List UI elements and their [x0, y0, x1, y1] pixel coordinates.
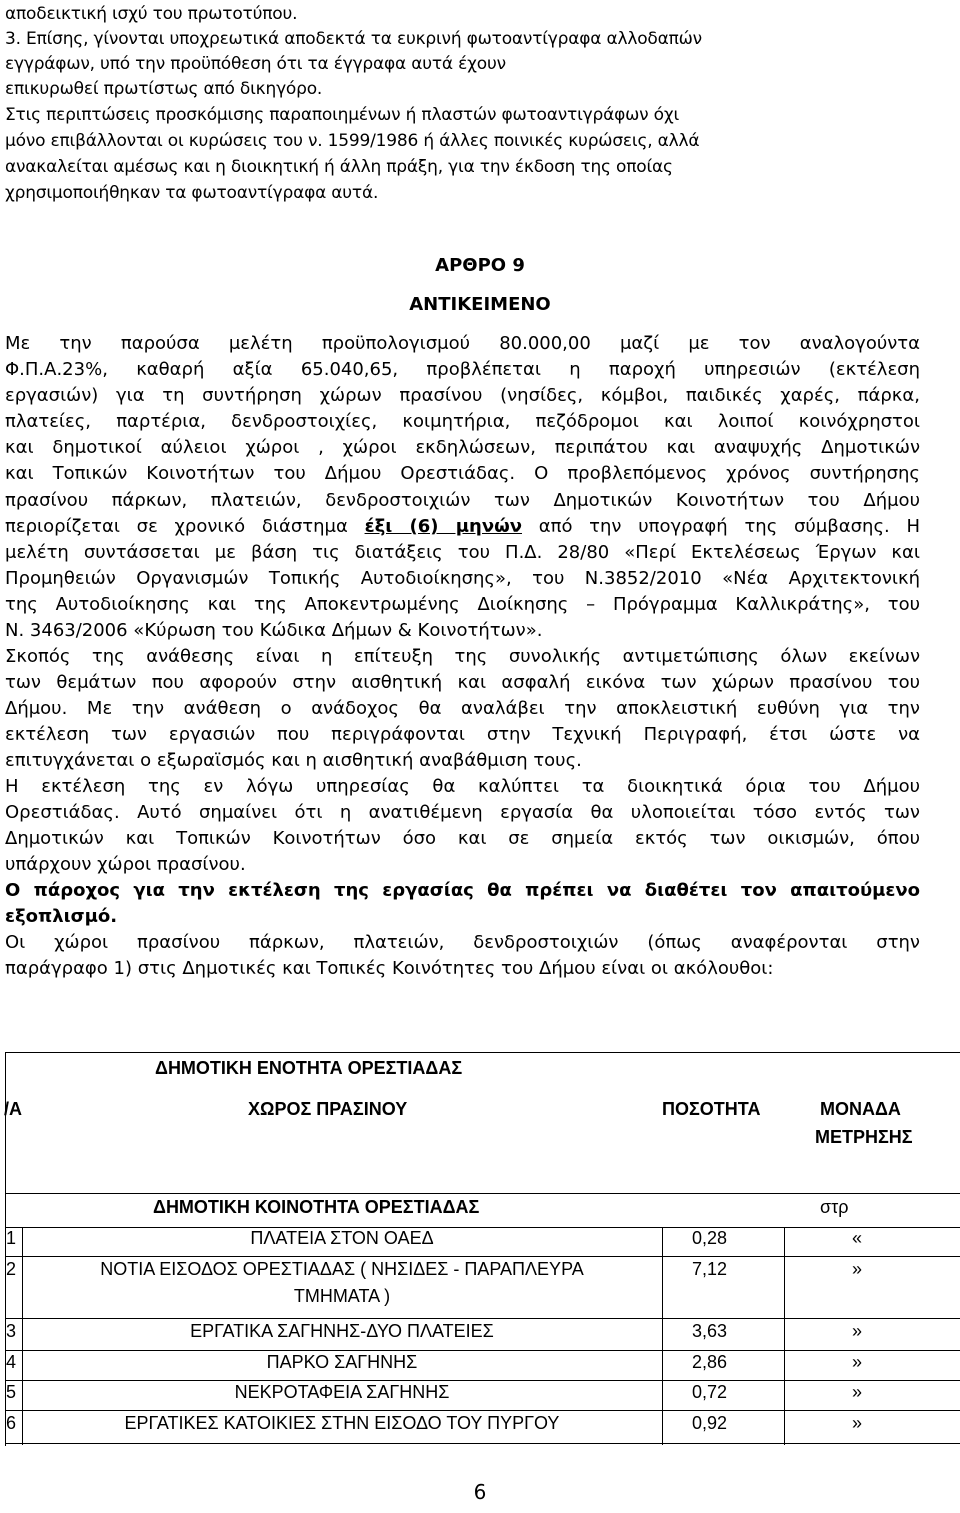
- text-line: εγγράφων, υπό την προϋπόθεση ότι τα έγγραφα αυτά έχουν: [5, 54, 506, 74]
- row-place: ΠΑΡΚΟ ΣΑΓΗΝΗΣ: [266, 1352, 418, 1372]
- body-line: και Τοπικών Κοινοτήτων του Δήμου Ορεστιάδας. Ο προβλεπόμενος χρόνος συντήρησης: [5, 463, 920, 484]
- text-line: 3. Επίσης, γίνονται υποχρεωτικά αποδεκτά τα ευκρινή φωτοαντίγραφα αλλοδαπών: [5, 29, 702, 49]
- body-line: των θεμάτων που αφορούν στην αισθητική και ασφαλή εικόνα των χώρων πρασίνου του: [5, 672, 920, 693]
- unit-title: ΔΗΜΟΤΙΚΗ ΕΝΟΤΗΤΑ ΟΡΕΣΤΙΑΔΑΣ: [155, 1058, 463, 1078]
- text-line: χρησιμοποιήθηκαν τα φωτοαντίγραφα αυτά.: [5, 183, 379, 203]
- row-number: 2: [6, 1259, 17, 1279]
- body-line: πλατείες, παρτέρια, δενδροστοιχίες, κοιμητήρια, πεζόδρομοι και λοιποί κοινόχρηστοι: [5, 411, 920, 432]
- body-line: και δημοτικοί αύλειοι χώροι , χώροι εκδηλώσεων, περιπάτου και αναψυχής Δημοτικών: [5, 437, 920, 458]
- body-line: εκτέλεση των εργασιών που περιγράφονται στην Τεχνική Περιγραφή, έτσι ώστε να: [5, 724, 920, 745]
- row-unit: »: [852, 1259, 863, 1279]
- row-unit: »: [852, 1352, 863, 1372]
- body-line: υπάρχουν χώροι πρασίνου.: [5, 854, 246, 875]
- row-number: 3: [6, 1321, 17, 1341]
- body-line: εξοπλισμό.: [5, 906, 118, 927]
- body-line: παράγραφο 1) στις Δημοτικές και Τοπικές Κοινότητες του Δήμου είναι οι ακόλουθοι:: [5, 958, 774, 979]
- duration-emphasis: έξι (6) μηνών: [364, 516, 522, 537]
- row-number: 4: [6, 1352, 17, 1372]
- row-number: 6: [6, 1413, 17, 1433]
- row-place: ΝΕΚΡΟΤΑΦΕΙΑ ΣΑΓΗΝΗΣ: [234, 1382, 450, 1402]
- body-line: της Αυτοδιοίκησης και της Αποκεντρωμένης Διοίκησης – Πρόγραμμα Καλλικράτης», του: [5, 594, 920, 615]
- header-place: ΧΩΡΟΣ ΠΡΑΣΙΝΟΥ: [248, 1099, 408, 1119]
- header-unit-2: ΜΕΤΡΗΣΗΣ: [815, 1127, 913, 1147]
- body-line: Ορεστιάδας. Αυτό σημαίνει ότι η ανατιθέμενη εργασία θα υλοποιείται τόσο εντός των: [5, 802, 920, 823]
- row-qty: 3,63: [692, 1321, 728, 1341]
- body-line: Φ.Π.Α.23%, καθαρή αξία 65.040,65, προβλέπεται η παροχή υπηρεσιών (εκτέλεση: [5, 359, 920, 380]
- row-place: ΕΡΓΑΤΙΚΑ ΣΑΓΗΝΗΣ-ΔΥΟ ΠΛΑΤΕΙΕΣ: [190, 1321, 494, 1341]
- row-qty: 0,28: [692, 1228, 728, 1248]
- text-line: αποδεικτική ισχύ του πρωτοτύπου.: [5, 4, 298, 24]
- row-qty: 2,86: [692, 1352, 728, 1372]
- row-qty: 7,12: [692, 1259, 728, 1279]
- text-line: ανακαλείται αμέσως και η διοικητική ή άλλη πράξη, για την έκδοση της οποίας: [5, 157, 673, 177]
- page-number: 6: [473, 1480, 487, 1504]
- body-line: Προμηθειών Οργανισμών Τοπικής Αυτοδιοίκησης», του Ν.3852/2010 «Νέα Αρχιτεκτονική: [5, 568, 920, 589]
- row-place-cont: ΤΜΗΜΑΤΑ ): [293, 1286, 391, 1306]
- row-unit: »: [852, 1382, 863, 1402]
- row-qty: 0,72: [692, 1382, 728, 1402]
- row-place: ΕΡΓΑΤΙΚΕΣ ΚΑΤΟΙΚΙΕΣ ΣΤΗΝ ΕΙΣΟΔΟ ΤΟΥ ΠΥΡΓΟΥ: [124, 1413, 560, 1433]
- row-unit: »: [852, 1321, 863, 1341]
- row-unit: »: [852, 1413, 863, 1433]
- body-line: Οι χώροι πρασίνου πάρκων, πλατειών, δενδροστοιχιών (όπως αναφέρονται στην: [5, 932, 920, 953]
- header-qty: ΠΟΣΟΤΗΤΑ: [662, 1099, 761, 1119]
- header-aa: /Α: [4, 1099, 22, 1119]
- text-line: μόνο επιβάλλονται οι κυρώσεις του ν. 1599/1986 ή άλλες ποινικές κυρώσεις, αλλά: [5, 131, 700, 151]
- article-subtitle: ΑΝΤΙΚΕΙΜΕΝΟ: [409, 294, 551, 315]
- text-line: Στις περιπτώσεις προσκόμισης παραποιημένων ή πλαστών φωτοαντιγράφων όχι: [5, 105, 680, 125]
- community-title: ΔΗΜΟΤΙΚΗ ΚΟΙΝΟΤΗΤΑ ΟΡΕΣΤΙΑΔΑΣ: [153, 1197, 480, 1217]
- body-line: Ν. 3463/2006 «Κύρωση του Κώδικα Δήμων & Κοινοτήτων».: [5, 620, 543, 641]
- body-line: εργασιών) για τη συντήρηση χώρων πρασίνου (νησίδες, κόμβοι, παιδικές χαρές, πάρκα,: [5, 385, 920, 406]
- row-number: 1: [6, 1228, 17, 1248]
- row-qty: 0,92: [692, 1413, 728, 1433]
- body-line: Με την παρούσα μελέτη προϋπολογισμού 80.000,00 μαζί με τον αναλογούντα: [5, 333, 920, 354]
- row-place: ΠΛΑΤΕΙΑ ΣΤΟΝ ΟΑΕΔ: [250, 1228, 434, 1248]
- body-line: Σκοπός της ανάθεσης είναι η επίτευξη της συνολικής αντιμετώπισης όλων εκείνων: [5, 646, 920, 667]
- row-number: 5: [6, 1382, 17, 1402]
- body-line: Δήμου. Με την ανάθεση ο ανάδοχος θα αναλάβει την αποκλειστική ευθύνη για την: [5, 698, 920, 719]
- body-line: μελέτη συντάσσεται με βάση τις διατάξεις του Π.Δ. 28/80 «Περί Εκτελέσεως Έργων και: [5, 542, 920, 563]
- text-line: επικυρωθεί πρωτίστως από δικηγόρο.: [5, 79, 323, 99]
- body-line: Δημοτικών και Τοπικών Κοινοτήτων όσο και σε σημεία εκτός των οικισμών, όπου: [5, 828, 920, 849]
- row-place: ΝΟΤΙΑ ΕΙΣΟΔΟΣ ΟΡΕΣΤΙΑΔΑΣ ( ΝΗΣΙΔΕΣ - ΠΑΡΑΠΛΕΥΡΑ: [100, 1259, 584, 1279]
- community-unit: στρ: [820, 1197, 849, 1217]
- body-line: Η εκτέλεση της εν λόγω υπηρεσίας θα καλύπτει τα διοικητικά όρια του Δήμου: [5, 776, 920, 797]
- body-line: περιορίζεται σε χρονικό διάστημα έξι (6) μηνών από την υπογραφή της σύμβασης. Η: [5, 516, 920, 537]
- body-line: επιτυγχάνεται ο εξωραϊσμός και η αισθητική αναβάθμιση τους.: [5, 750, 582, 771]
- header-unit: ΜΟΝΑΔΑ: [820, 1099, 901, 1119]
- body-line: Ο πάροχος για την εκτέλεση της εργασίας θα πρέπει να διαθέτει τον απαιτούμενο: [5, 880, 920, 901]
- body-line: πρασίνου πάρκων, πλατειών, δενδροστοιχιών των Δημοτικών Κοινοτήτων του Δήμου: [5, 490, 920, 511]
- row-unit: «: [852, 1228, 863, 1248]
- article-title: ΑΡΘΡΟ 9: [435, 255, 525, 276]
